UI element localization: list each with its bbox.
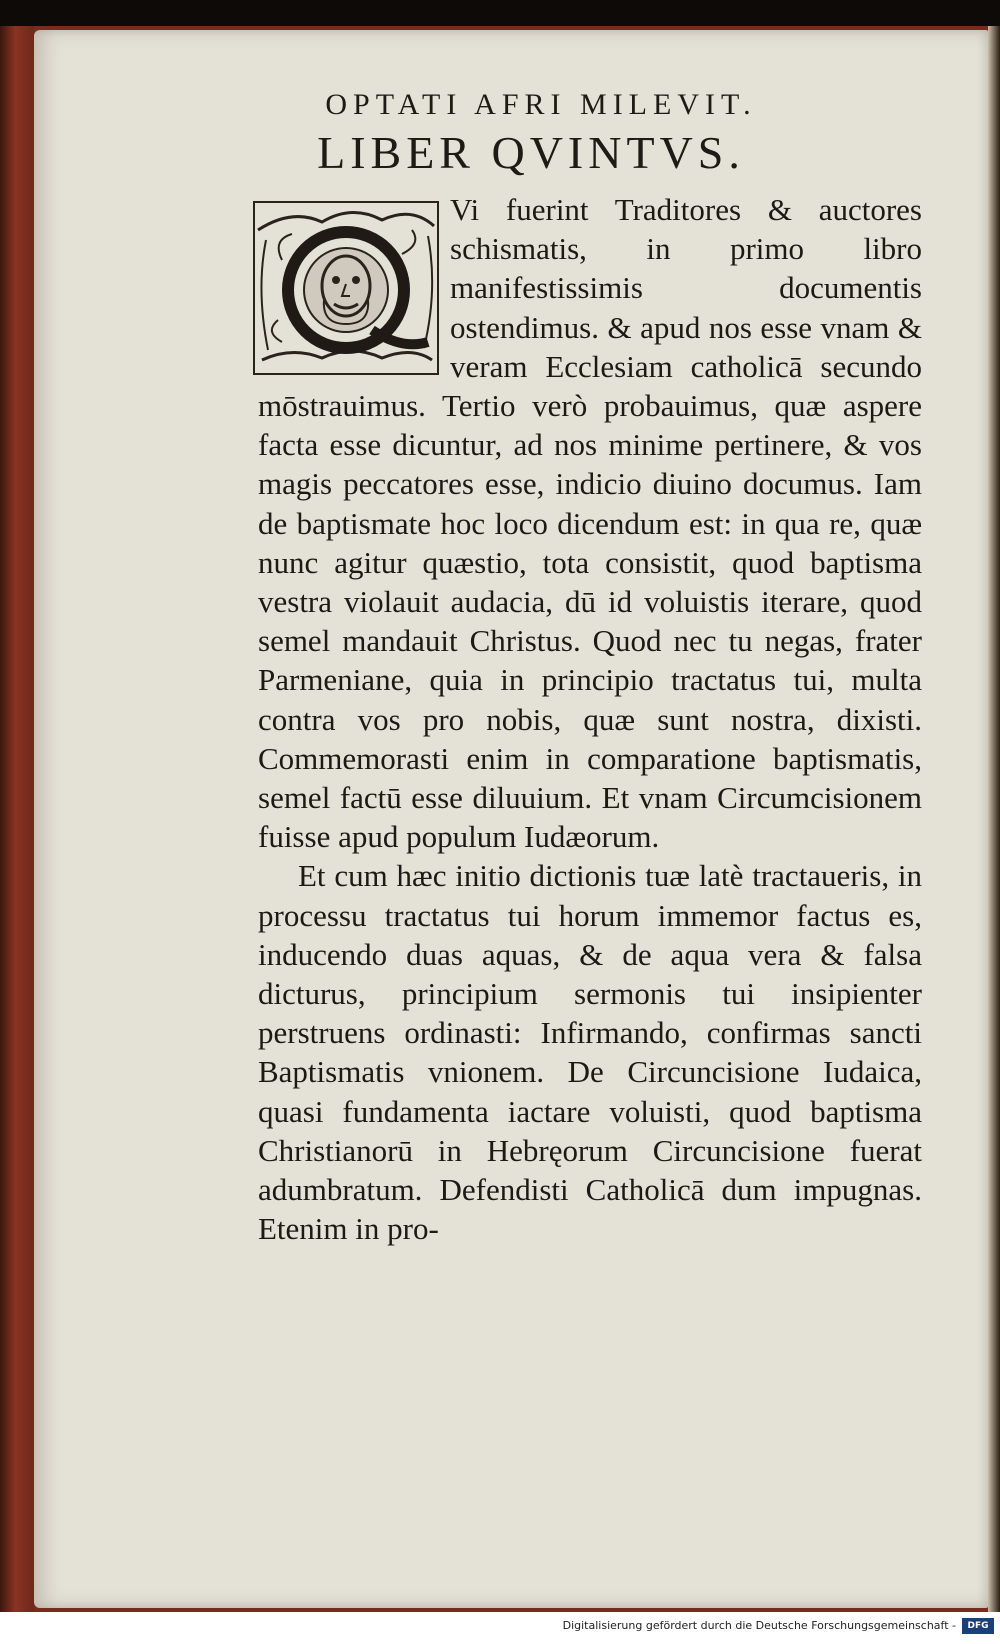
book-title: LIBER QVINTVS. [317, 127, 745, 178]
paragraph: Et cum hæc initio dictionis tuæ latè tractaueris, in processu tractatus tui horum immemor factus es, inducendo duas aquas, & de aqua vera & falsa dicturus, principium sermonis tui insipienter perstruens ordinasti: Infirmando, confirmas sancti Baptismatis vnionem. De Circuncisione Iudaica, quasi fundamenta iactare voluisti, quod baptisma Christianorū in Hebręorum Circuncisione fuerat adumbratum. Defendisti Catholicā dum impugnas. Etenim in pro- [258, 858, 922, 1247]
book-scan [0, 26, 1000, 1612]
footer-credit: Digitalisierung gefördert durch die Deutsche Forschungsgemeinschaft - [562, 1619, 956, 1632]
book-page [34, 30, 988, 1608]
book-fore-edge [988, 26, 1000, 1612]
paragraph [258, 190, 922, 856]
initial-space [258, 190, 450, 382]
book-cover-edge [0, 26, 34, 1612]
body-text [258, 190, 922, 1248]
scan-top-band [0, 0, 1000, 26]
dfg-logo: DFG [962, 1618, 994, 1634]
running-head: OPTATI AFRI MILEVIT. [325, 88, 757, 121]
footer [0, 1612, 1000, 1644]
paragraph-text: Vi fuerint Traditores & auctores schismatis, in primo libro manifestissimis documentis ostendimus. & apud nos esse vnam & veram Ecclesiam catholicā secundo mōstrauimus. Tertio verò probauimus, quæ aspere facta esse dicuntur, ad nos minime pertinere, & vos magis peccatores esse, indicio diuino documus. Iam de baptismate hoc loco dicendum est: in qua re, quæ nunc agitur quæstio, tota consistit, quod baptisma vestra violauit audacia, dū id voluistis iterare, quod semel mandauit Christus. Quod nec tu negas, frater Parmeniane, quia in principio tractatus tui, multa contra vos pro nobis, quæ sunt nostra, dixisti. Commemorasti enim in comparatione baptismatis, semel factū esse diluuium. Et vnam Circumcisionem fuisse apud populum Iudæorum. [258, 192, 922, 855]
